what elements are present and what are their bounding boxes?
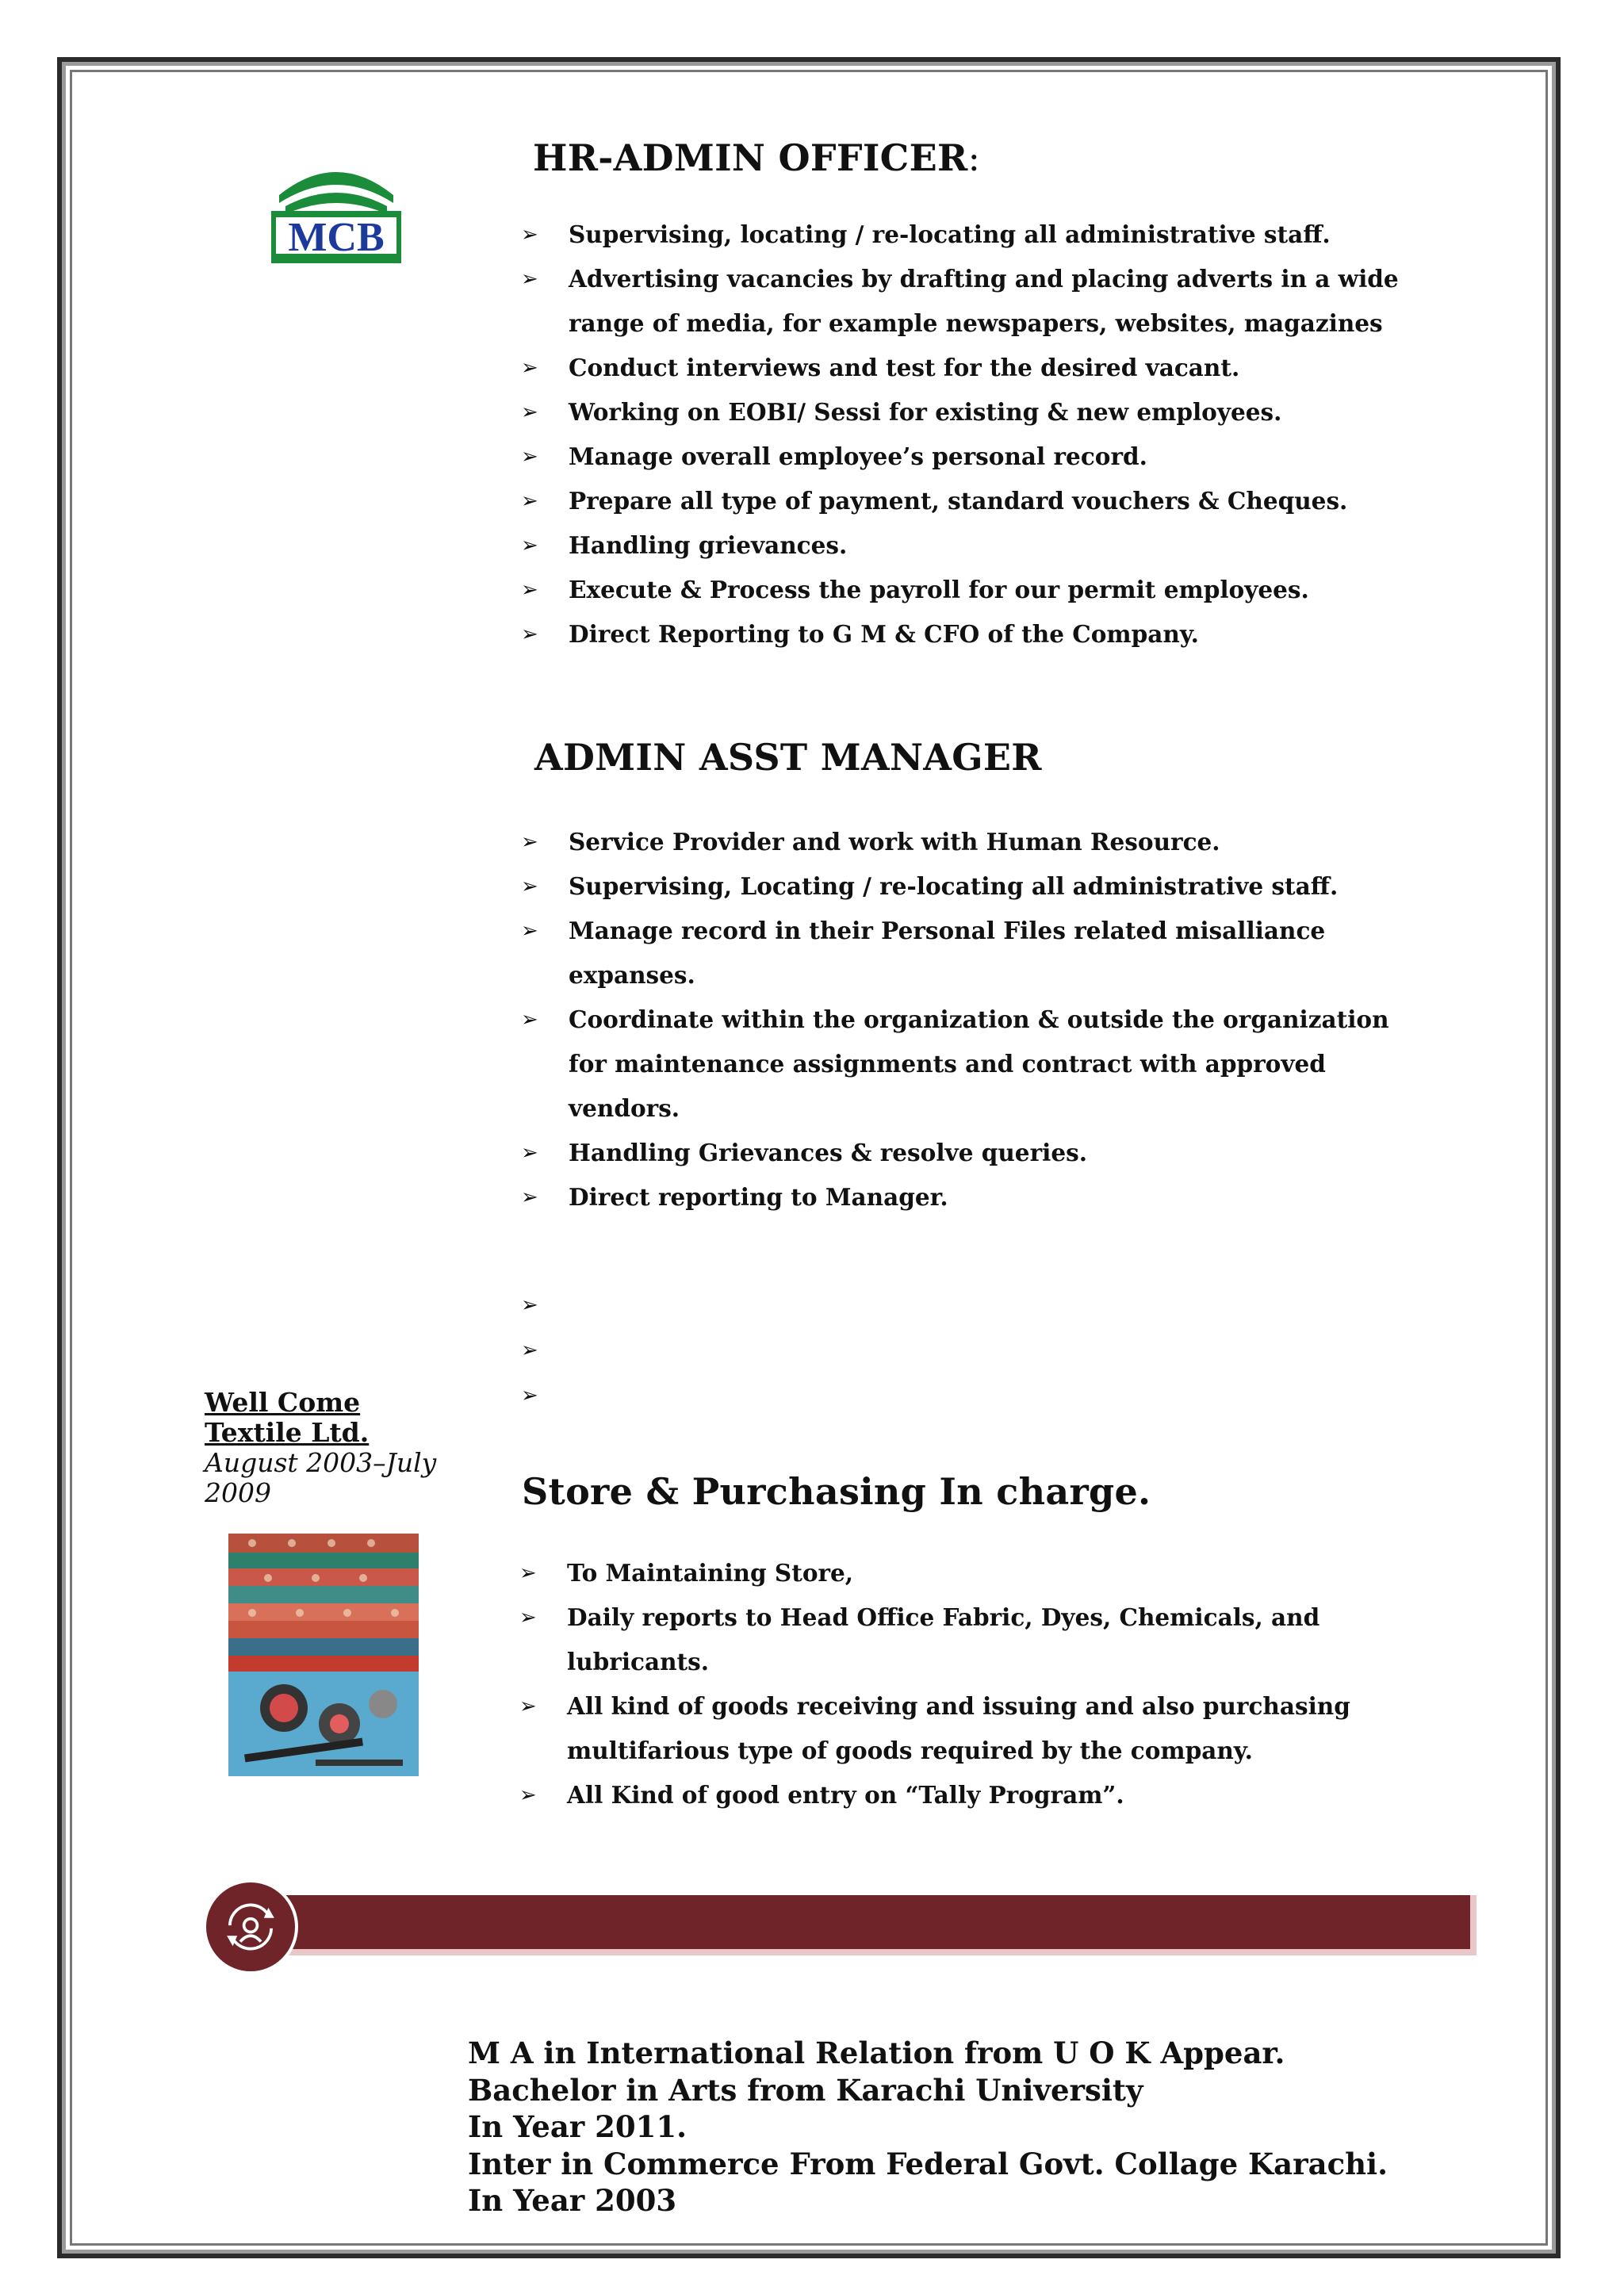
hr-admin-duties	[521, 213, 1425, 657]
education-line: Inter in Commerce From Federal Govt. Collage Karachi.	[468, 2146, 1388, 2181]
empty-bullet-arrow: ➢	[521, 1384, 538, 1407]
hr-admin-title: HR-ADMIN OFFICER:	[533, 136, 981, 179]
admin-asst-title: ADMIN ASST MANAGER	[534, 736, 1042, 779]
duty-item	[521, 909, 1425, 998]
mcb-logo	[268, 157, 404, 266]
duty-text: Execute & Process the payroll for our permit employees.	[569, 576, 1309, 603]
duty-item	[521, 612, 1425, 657]
bullet-arrow-icon: ➢	[521, 489, 538, 513]
duty-item	[521, 568, 1425, 612]
duty-text: Service Provider and work with Human Resource.	[569, 828, 1220, 856]
duty-text: Prepare all type of payment, standard vouchers & Cheques.	[569, 487, 1348, 515]
bullet-arrow-icon: ➢	[521, 400, 538, 424]
duty-item	[519, 1595, 1423, 1684]
duty-text: Direct reporting to Manager.	[569, 1183, 948, 1211]
education-line: In Year 2003	[468, 2183, 677, 2218]
company-name: Well Come Textile Ltd.	[205, 1387, 370, 1448]
bullet-arrow-icon: ➢	[521, 830, 538, 854]
education-details	[468, 2035, 1388, 2219]
store-title: Store & Purchasing In charge.	[522, 1470, 1151, 1513]
duty-text: Supervising, Locating / re-locating all administrative staff.	[569, 872, 1339, 900]
duty-text: Supervising, locating / re-locating all administrative staff.	[569, 220, 1331, 248]
duty-item	[521, 998, 1425, 1131]
empty-bullet-arrow: ➢	[521, 1338, 538, 1362]
bullet-arrow-icon: ➢	[521, 1008, 538, 1032]
duty-item	[521, 1175, 1425, 1220]
education-icon	[203, 1879, 298, 1974]
duty-item	[521, 390, 1425, 435]
duty-text: All Kind of good entry on “Tally Program”.	[567, 1781, 1124, 1809]
duty-text: Handling Grievances & resolve queries.	[569, 1139, 1087, 1166]
duty-item	[521, 820, 1425, 864]
empty-bullets	[521, 1283, 538, 1419]
education-header-bar	[278, 1895, 1477, 1955]
company-block	[205, 1388, 450, 1508]
bullet-arrow-icon: ➢	[521, 578, 538, 602]
duty-item	[521, 213, 1425, 257]
bullet-arrow-icon: ➢	[521, 223, 538, 247]
duty-text: Manage overall employee’s personal record.	[569, 442, 1147, 470]
bullet-arrow-icon: ➢	[519, 1606, 537, 1630]
bullet-arrow-icon: ➢	[521, 445, 538, 469]
bullet-arrow-icon: ➢	[521, 1185, 538, 1209]
duty-text: Working on EOBI/ Sessi for existing & new employees.	[569, 398, 1282, 426]
bullet-arrow-icon: ➢	[521, 919, 538, 943]
duty-item	[519, 1773, 1423, 1817]
duty-text: Daily reports to Head Office Fabric, Dyes, Chemicals, and lubricants.	[567, 1603, 1320, 1676]
duty-item	[521, 864, 1425, 909]
education-line: In Year 2011.	[468, 2109, 688, 2144]
duty-item	[519, 1684, 1423, 1773]
store-duties	[519, 1551, 1423, 1817]
duty-text: Handling grievances.	[569, 531, 848, 559]
mcb-logo-text: MCB	[288, 215, 385, 260]
duty-item	[521, 479, 1425, 523]
admin-asst-duties	[521, 820, 1425, 1220]
bullet-arrow-icon: ➢	[521, 267, 538, 291]
duty-item	[521, 523, 1425, 568]
duty-text: Coordinate within the organization & outside the organization for maintenance assignments and contract with approved vendors.	[569, 1005, 1389, 1122]
duty-item	[521, 1131, 1425, 1175]
textile-photo	[228, 1534, 419, 1776]
bullet-arrow-icon: ➢	[521, 622, 538, 646]
duty-text: Conduct interviews and test for the desired vacant.	[569, 354, 1240, 381]
education-line: M A in International Relation from U O K Appear.	[468, 2035, 1285, 2070]
duty-text: To Maintaining Store,	[567, 1559, 854, 1587]
duty-text: All kind of goods receiving and issuing and also purchasing multifarious type of goods required by the company.	[567, 1692, 1350, 1764]
duty-text: Advertising vacancies by drafting and placing adverts in a wide range of media, for example newspapers, websites, magazines	[569, 265, 1399, 337]
bullet-arrow-icon: ➢	[519, 1695, 537, 1718]
duty-item	[521, 435, 1425, 479]
education-line: Bachelor in Arts from Karachi University	[468, 2072, 1143, 2108]
bullet-arrow-icon: ➢	[519, 1561, 537, 1585]
bullet-arrow-icon: ➢	[521, 875, 538, 898]
bullet-arrow-icon: ➢	[519, 1783, 537, 1807]
bullet-arrow-icon: ➢	[521, 1141, 538, 1165]
duty-text: Manage record in their Personal Files related misalliance expanses.	[569, 917, 1326, 989]
duty-item	[521, 257, 1425, 346]
duty-item	[521, 346, 1425, 390]
duty-item	[519, 1551, 1423, 1595]
bullet-arrow-icon: ➢	[521, 534, 538, 557]
bullet-arrow-icon: ➢	[521, 356, 538, 380]
employment-dates: August 2003–July 2009	[205, 1447, 437, 1508]
empty-bullet-arrow: ➢	[521, 1293, 538, 1317]
duty-text: Direct Reporting to G M & CFO of the Company.	[569, 620, 1199, 648]
